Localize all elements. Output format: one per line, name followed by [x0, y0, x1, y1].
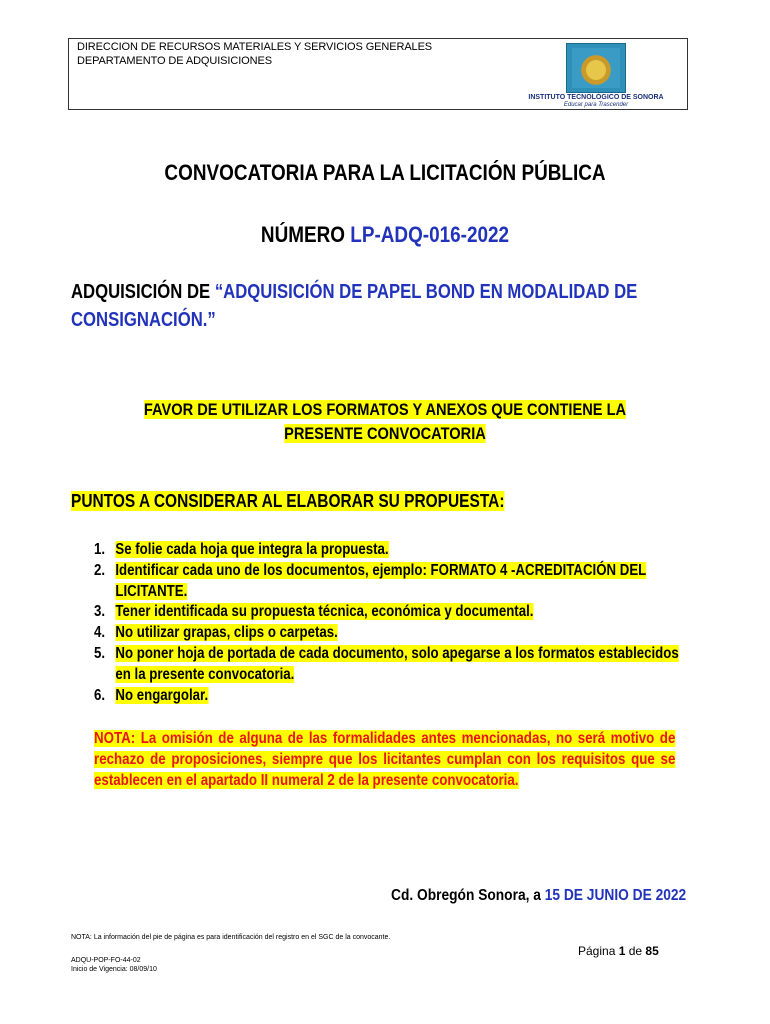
- header-department: DEPARTAMENTO DE ADQUISICIONES: [77, 55, 272, 67]
- list-item: 3. Tener identificada su propuesta técnica, económica y documental.: [94, 603, 534, 621]
- logo-text: INSTITUTO TECNOLÓGICO DE SONORA: [528, 94, 664, 101]
- page-title: CONVOCATORIA PARA LA LICITACIÓN PÚBLICA: [164, 160, 606, 185]
- page-total: 85: [645, 944, 659, 958]
- tender-number-label: NÚMERO: [260, 222, 351, 247]
- acquisition-description: [71, 278, 689, 334]
- issue-date: 15 DE JUNIO DE 2022: [544, 887, 686, 904]
- footer-note: NOTA: La información del pie de página es para identificación del registro en el SGC de la convocante.: [71, 934, 391, 941]
- list-item: 4. No utilizar grapas, clips o carpetas.: [94, 624, 338, 642]
- institution-logo: [521, 43, 671, 109]
- document-header: [68, 38, 688, 110]
- formats-notice-line2: PRESENTE CONVOCATORIA: [284, 424, 486, 443]
- list-item: 1. Se folie cada hoja que integra la propuesta.: [94, 541, 389, 558]
- list-item: 6. No engargolar.: [94, 686, 209, 704]
- tender-number-value: LP-ADQ-016-2022: [350, 222, 510, 247]
- validity-date: Inicio de Vigencia: 08/09/10: [71, 966, 157, 973]
- logo-emblem-icon: [566, 43, 626, 93]
- list-item: 2. Identificar cada uno de los documentos, ejemplo: FORMATO 4 -ACREDITACIÓN DEL LICITANTE.: [94, 561, 647, 600]
- place-and-date: [391, 887, 686, 905]
- header-direction: DIRECCION DE RECURSOS MATERIALES Y SERVICIOS GENERALES: [77, 41, 433, 53]
- tender-number: [54, 222, 716, 248]
- form-code: ADQU-POP-FO-44-02: [71, 957, 141, 964]
- acquisition-label: ADQUISICIÓN DE: [71, 281, 215, 303]
- logo-motto: Educar para Trascender: [563, 102, 629, 108]
- formats-notice: [54, 398, 716, 446]
- omission-note: NOTA: La omisión de alguna de las formalidades antes mencionadas, no será motivo de rechazo de proposiciones, siempre que los licitantes cumplan con los requisitos que se establecen en el apartado II numeral 2 de la presente convocatoria.: [94, 730, 676, 789]
- acquisition-value: “ADQUISICIÓN DE PAPEL BOND EN MODALIDAD DE CONSIGNACIÓN.”: [71, 281, 638, 331]
- place-prefix: Cd. Obregón Sonora, a: [390, 887, 545, 904]
- proposal-points-list: [94, 540, 684, 706]
- list-item: 5. No poner hoja de portada de cada documento, solo apegarse a los formatos establecidos en la presente convocatoria.: [94, 644, 679, 683]
- page-number: Página 1 de 85: [578, 944, 659, 958]
- proposal-points-heading: PUNTOS A CONSIDERAR AL ELABORAR SU PROPUESTA:: [71, 491, 505, 511]
- page-current: 1: [618, 944, 626, 958]
- formats-notice-line1: FAVOR DE UTILIZAR LOS FORMATOS Y ANEXOS QUE CONTIENE LA: [143, 400, 627, 419]
